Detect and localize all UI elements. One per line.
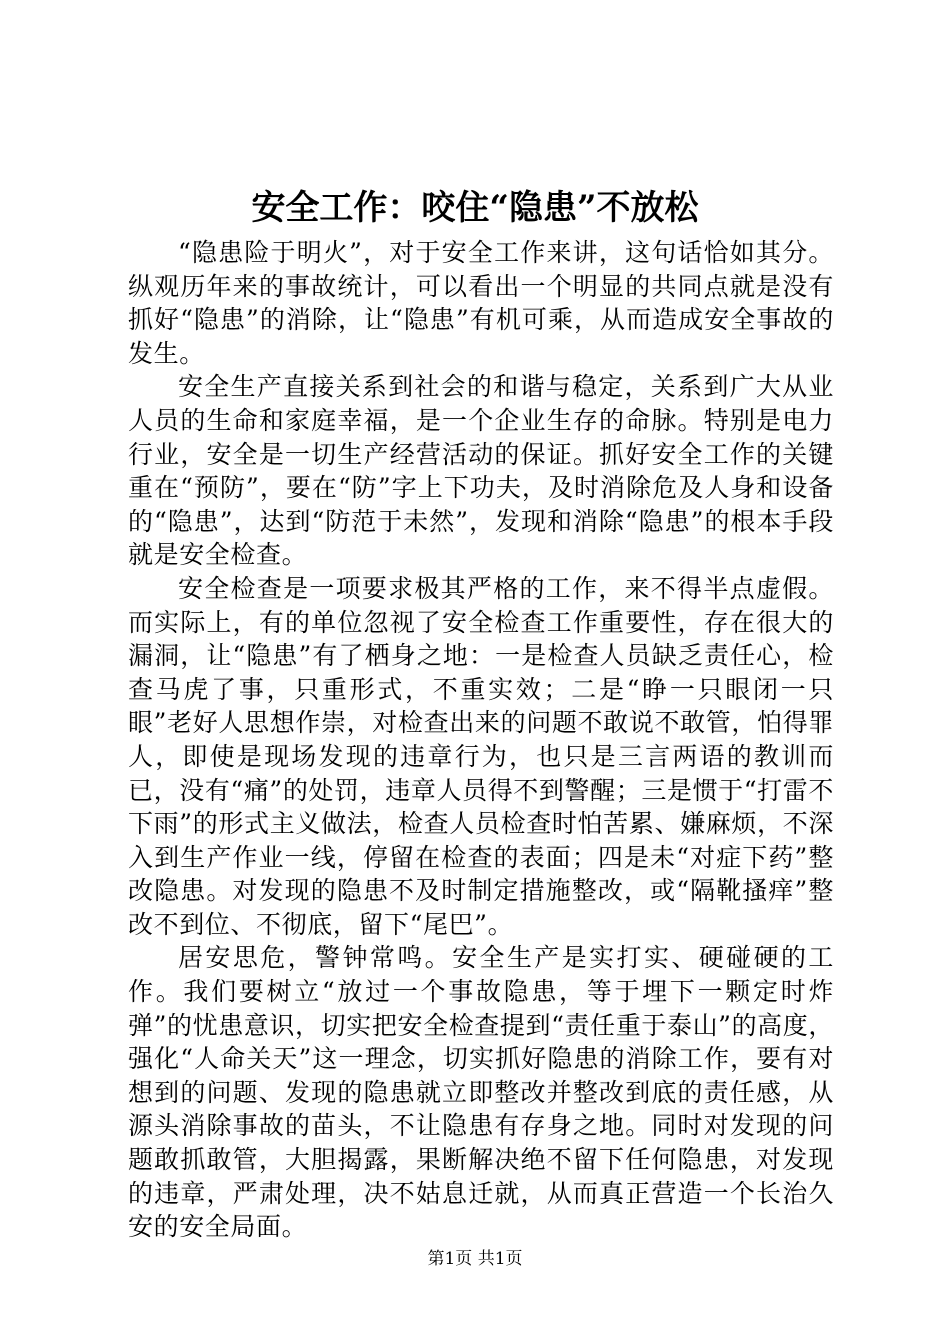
paragraph-3: 安全检查是一项要求极其严格的工作，来不得半点虚假。而实际上，有的单位忽视了安全检查工作重要性，存在很大的漏洞，让“隐患”有了栖身之地：一是检查人员缺乏责任心，检查马虎了事，只重形式，不重实效；二是“睁一只眼闭一只眼”老好人思想作崇，对检查出来的问题不敢说不敢管，怕得罪人，即使是现场发现的违章行为，也只是三言两语的教训而已，没有“痛”的处罚，违章人员得不到警醒；三是惯于“打雷不下雨”的形式主义做法，检查人员检查时怕苦累、嫌麻烦，不深入到生产作业一线，停留在检查的表面；四是未“对症下药”整改隐患。对发现的隐患不及时制定措施整改，或“隔靴搔痒”整改不到位、不彻底，留下“尾巴”。: [128, 573, 834, 939]
paragraph-2: 安全生产直接关系到社会的和谐与稳定，关系到广大从业人员的生命和家庭幸福，是一个企业生存的命脉。特别是电力行业，安全是一切生产经营活动的保证。抓好安全工作的关键重在“预防”，要在“防”字上下功夫，及时消除危及人身和设备的“隐患”，达到“防范于未然”，发现和消除“隐患”的根本手段就是安全检查。: [128, 372, 834, 570]
page-number-footer: 第1页 共1页: [427, 1249, 523, 1269]
paragraph-4: 居安思危，警钟常鸣。安全生产是实打实、硬碰硬的工作。我们要树立“放过一个事故隐患，等于埋下一颗定时炸弹”的忧患意识，切实把安全检查提到“责任重于泰山”的高度，强化“人命关天”这一理念，切实抓好隐患的消除工作，要有对想到的问题、发现的隐患就立即整改并整改到底的责任感，从源头消除事故的苗头，不让隐患有存身之地。同时对发现的问题敢抓敢管，大胆揭露，果断解决绝不留下任何隐患，对发现的违章，严肃处理，决不姑息迁就，从而真正营造一个长治久安的安全局面。: [128, 943, 834, 1242]
document-body: [128, 236, 834, 1244]
paragraph-1: “隐患险于明火”，对于安全工作来讲，这句话恰如其分。纵观历年来的事故统计，可以看出一个明显的共同点就是没有抓好“隐患”的消除，让“隐患”有机可乘，从而造成安全事故的发生。: [128, 238, 834, 368]
document-title: 安全工作：咬住“隐患”不放松: [251, 188, 699, 228]
